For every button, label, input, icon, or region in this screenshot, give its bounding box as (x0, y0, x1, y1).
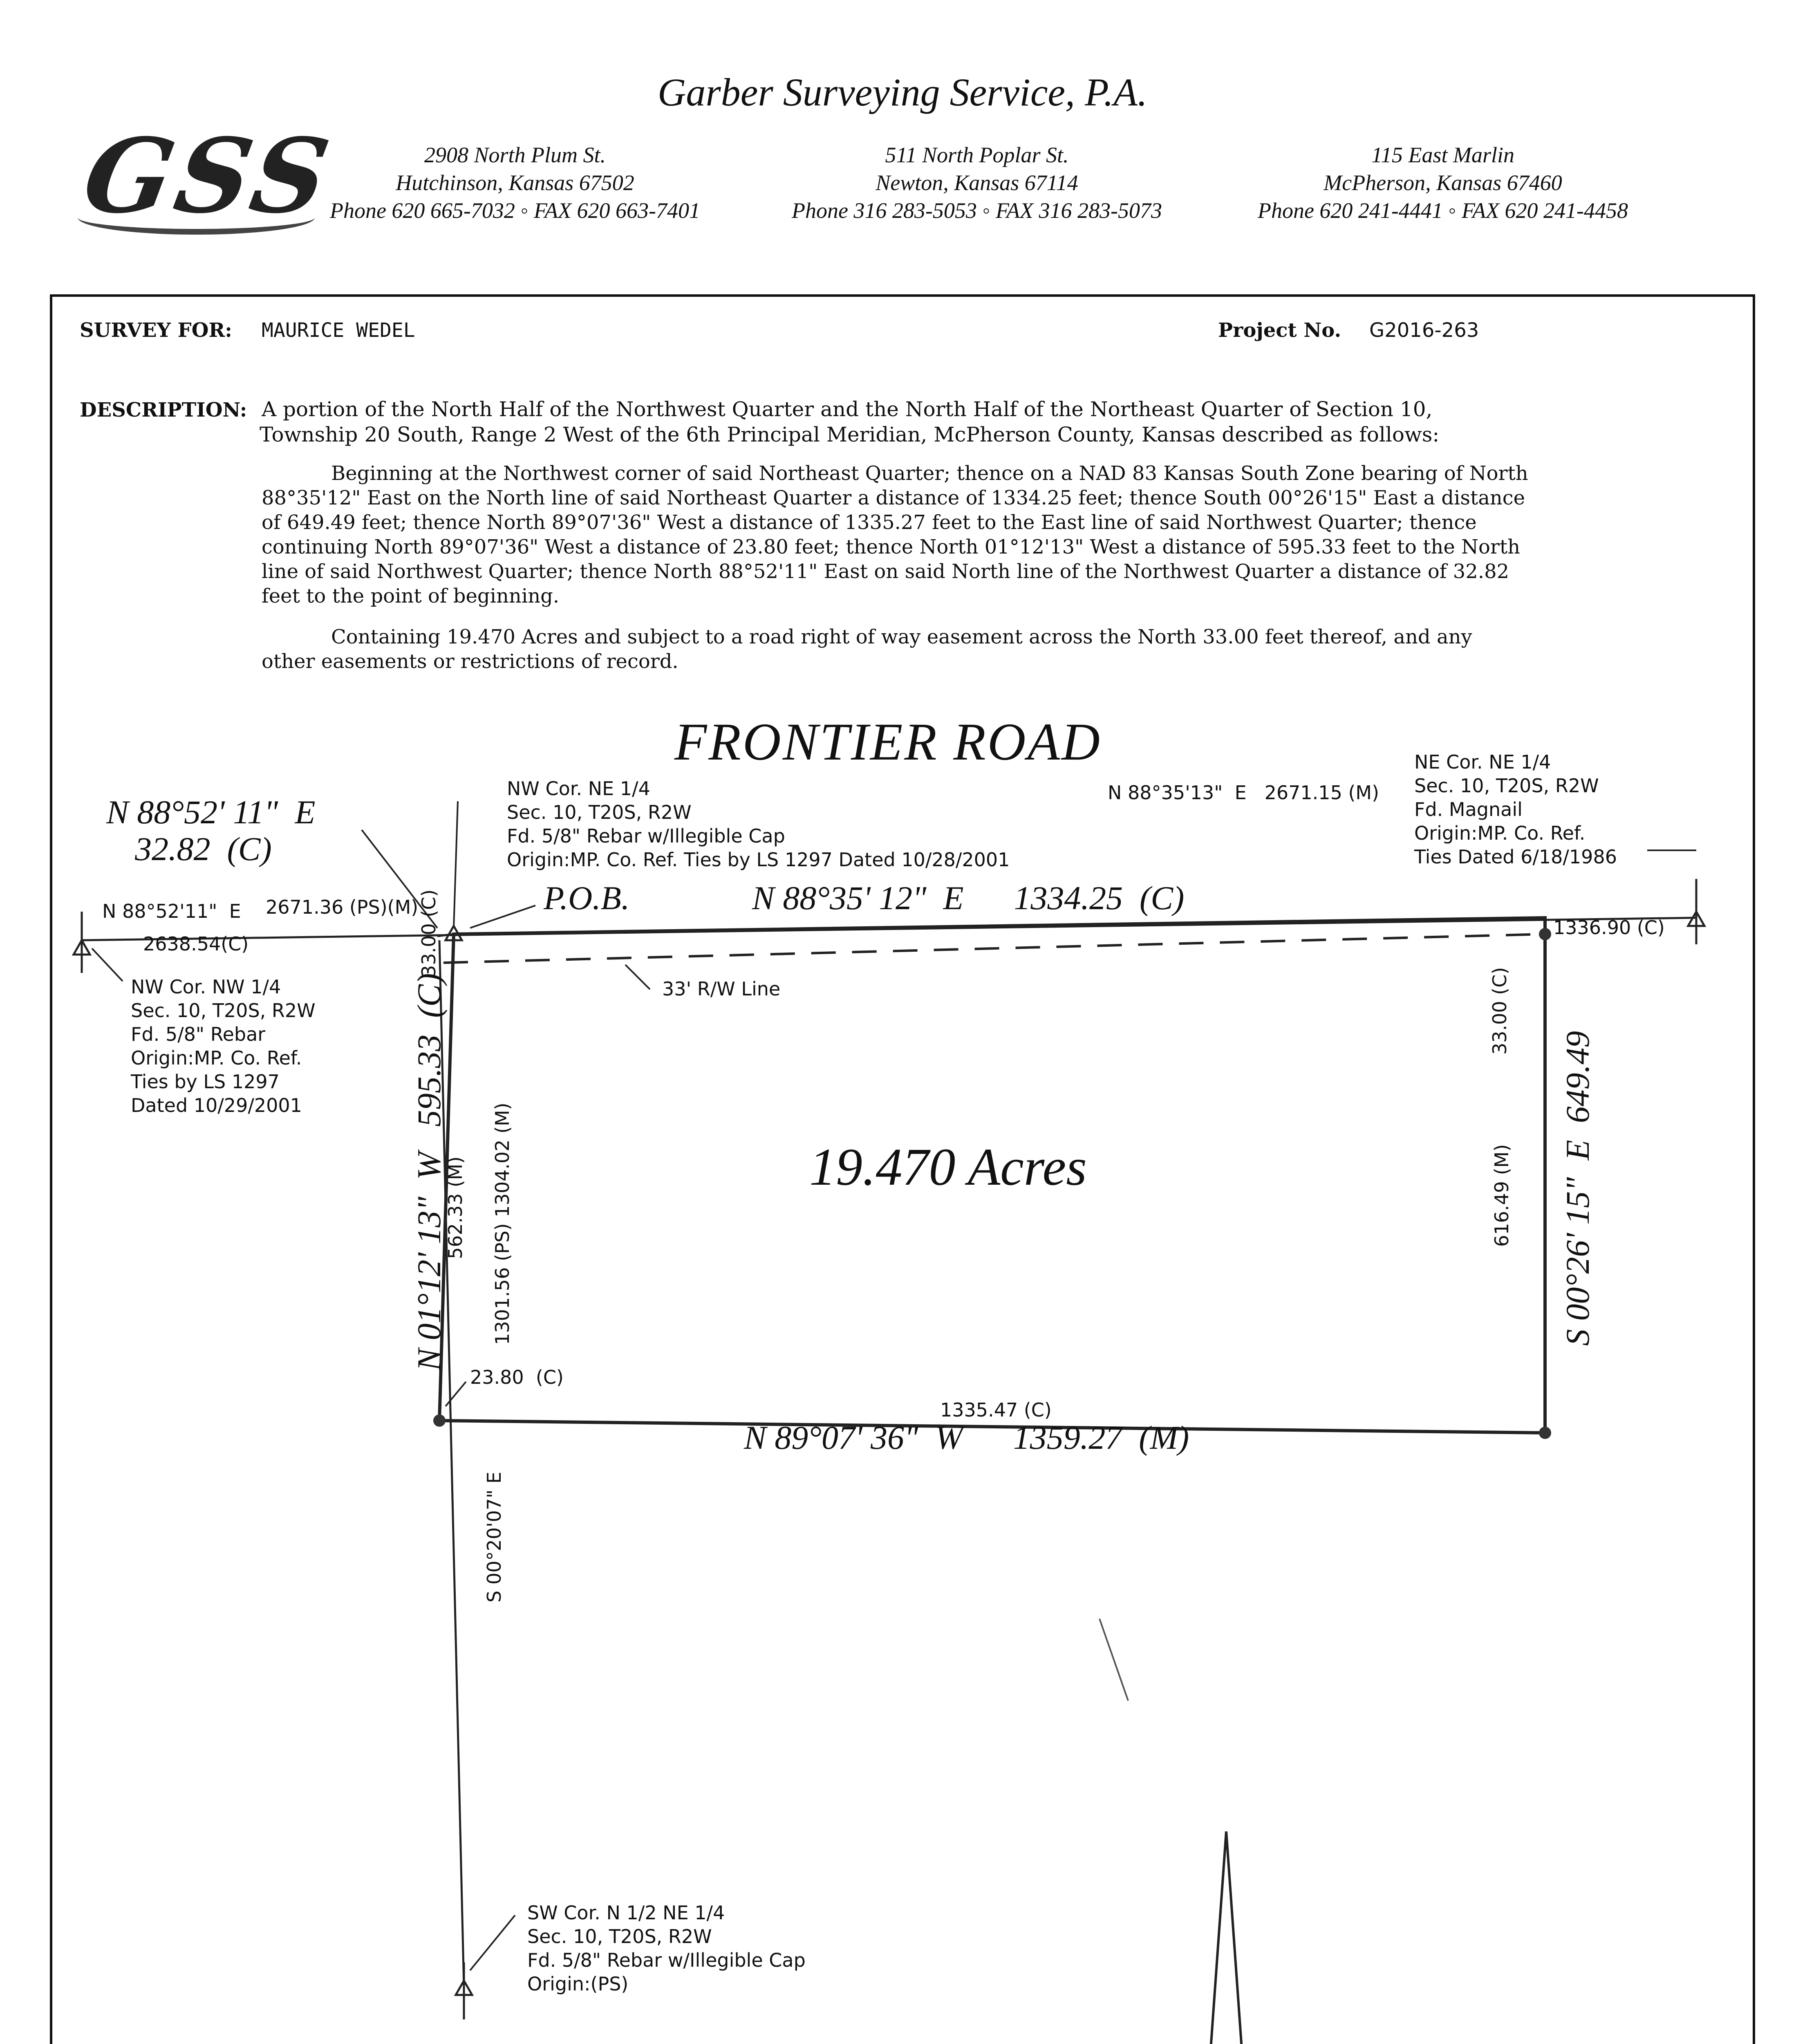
tie-distance: 32.82 (C) (135, 830, 272, 867)
monument-found-nw-nw (74, 912, 90, 973)
nw-cor-ne-note (507, 777, 1010, 872)
text-line: continuing North 89°07'36" West a distance of 23.80 feet; thence North 01°12'13" West a distance of 595.33 feet to the North (262, 536, 1521, 558)
note-line: Sec. 10, T20S, R2W (527, 1925, 712, 1948)
offset-label: 23.80 (C) (470, 1366, 564, 1388)
firm-name: Garber Surveying Service, P.A. (658, 70, 1147, 114)
rebar-set-ne (1539, 928, 1551, 940)
project-value: G2016-263 (1369, 319, 1479, 342)
west-33-label: 33.00 (C) (418, 889, 440, 977)
pob-label: P.O.B. (544, 879, 630, 917)
scribble-mark (1100, 1619, 1128, 1701)
acreage-label: 19.470 Acres (809, 1138, 1087, 1197)
monument-found-sw (456, 1962, 472, 2019)
note-line: NW Cor. NE 1/4 (507, 778, 650, 800)
note-line: NW Cor. NW 1/4 (131, 976, 281, 998)
south-line-label: S 00°20'07" E (483, 1472, 505, 1602)
survey-for-value: MAURICE WEDEL (262, 319, 415, 342)
text-line: line of said Northwest Quarter; thence North 88°52'11" East on said North line of the Northwest Quarter a distance of 32.82 (262, 560, 1509, 583)
description-label: DESCRIPTION: (80, 399, 247, 421)
leader-nw-nw (92, 948, 123, 981)
ne-cor-note (1414, 750, 1617, 869)
office-city: McPherson, Kansas 67460 (1324, 170, 1562, 195)
road-name: FRONTIER ROAD (674, 713, 1102, 771)
note-line: Origin:(PS) (527, 1973, 629, 1995)
office-phone: Phone 620 241-4441 ◦ FAX 620 241-4458 (1257, 198, 1628, 223)
nw-distance-calc-value: 2638.54 (143, 933, 221, 955)
north-arrow (1194, 1831, 1247, 2044)
ne-distance-label: 1336.90 (C) (1553, 917, 1665, 939)
note-line: Origin:MP. Co. Ref. (1414, 822, 1586, 844)
south-calc-label: 1335.47 (C) (940, 1399, 1052, 1421)
nw-distance-label: 2671.36 (PS)(M) (266, 896, 419, 918)
west-562-label: 562.33 (M) (444, 1156, 466, 1259)
note-line: Sec. 10, T20S, R2W (507, 801, 692, 823)
nad-line-label: N 88°35'13" E 2671.15 (M) (1108, 782, 1380, 804)
leader-pob (470, 905, 535, 928)
project-label: Project No. (1218, 319, 1341, 342)
north-bearing: N 88°35' 12" E 1334.25 (C) (752, 879, 1185, 917)
office-phone: Phone 620 665-7032 ◦ FAX 620 663-7401 (329, 198, 701, 223)
text-line: Township 20 South, Range 2 West of the 6th Principal Meridian, McPherson County, Kansas described as follows: (260, 423, 1440, 446)
office-city: Hutchinson, Kansas 67502 (396, 170, 634, 195)
text-line: feet to the point of beginning. (262, 585, 560, 607)
east-616-label: 616.49 (M) (1491, 1144, 1513, 1247)
west-bearing: N 01°12' 13" W 595.33 (C) (410, 973, 448, 1371)
rw-line (443, 934, 1545, 963)
note-line: Origin:MP. Co. Ref. Ties by LS 1297 Dated 10/28/2001 (507, 849, 1010, 871)
note-line: Ties Dated 6/18/1986 (1414, 846, 1617, 868)
note-line: SW Cor. N 1/2 NE 1/4 (527, 1902, 725, 1924)
note-line: Dated 10/29/2001 (131, 1094, 302, 1116)
east-33-label: 33.00 (C) (1489, 967, 1511, 1055)
monument-found-ne (1688, 879, 1704, 944)
logo-text: GSS (75, 116, 342, 236)
note-line: Fd. 5/8" Rebar w/Illegible Cap (527, 1949, 806, 1971)
survey-for-label: SURVEY FOR: (80, 319, 233, 342)
leader-nw-ne (454, 801, 458, 928)
tie-bearing: N 88°52' 11" E (106, 793, 316, 831)
note-line: Sec. 10, T20S, R2W (1414, 775, 1599, 797)
note-line: Origin:MP. Co. Ref. (131, 1047, 302, 1069)
section-line-north (82, 918, 1696, 940)
office-street: 115 East Marlin (1371, 143, 1514, 167)
note-line: Fd. 5/8" Rebar (131, 1023, 266, 1045)
leader-sw (470, 1915, 515, 1970)
text-line: Beginning at the Northwest corner of said Northeast Quarter; thence on a NAD 83 Kansas South Zone bearing of North (331, 462, 1528, 485)
text-line: A portion of the North Half of the Northwest Quarter and the North Half of the Northeast Quarter of Section 10, (262, 397, 1433, 421)
leader-rw (625, 965, 650, 989)
office-city: Newton, Kansas 67114 (876, 170, 1078, 195)
text-line: other easements or restrictions of record. (262, 650, 679, 673)
office-street: 2908 North Plum St. (424, 143, 606, 167)
nw-distance-calc-tag: (C) (221, 933, 249, 955)
south-bearing: N 89°07' 36" W 1359.27 (M) (744, 1419, 1189, 1456)
rebar-set-se (1539, 1427, 1551, 1439)
note-line: Ties by LS 1297 (131, 1071, 280, 1093)
rw-line-label: 33' R/W Line (662, 978, 781, 1000)
nw-distance-calc (143, 932, 249, 956)
nw-cor-nw-note (131, 975, 316, 1117)
text-line: Containing 19.470 Acres and subject to a road right of way easement across the North 33.00 feet thereof, and any (331, 625, 1472, 648)
note-line: NE Cor. NE 1/4 (1414, 751, 1551, 773)
office-street: 511 North Poplar St. (885, 143, 1069, 167)
note-line: Fd. Magnail (1414, 798, 1523, 820)
note-line: Fd. 5/8" Rebar w/Illegible Cap (507, 825, 785, 847)
text-line: 88°35'12" East on the North line of said Northeast Quarter a distance of 1334.25 feet; thence South 00°26'15" East a distance (262, 486, 1525, 509)
west-1301-label: 1301.56 (PS) 1304.02 (M) (491, 1103, 513, 1345)
leader-2380 (446, 1382, 466, 1406)
office-phone: Phone 316 283-5053 ◦ FAX 316 283-5073 (791, 198, 1162, 223)
east-bearing: S 00°26' 15" E 649.49 (1559, 1031, 1596, 1346)
sw-cor-note (527, 1901, 806, 1996)
nw-line-label: N 88°52'11" E (102, 900, 241, 922)
note-line: Sec. 10, T20S, R2W (131, 1000, 316, 1022)
text-line: of 649.49 feet; thence North 89°07'36" West a distance of 1335.27 feet to the East line of said Northwest Quarter; thence (262, 511, 1477, 534)
